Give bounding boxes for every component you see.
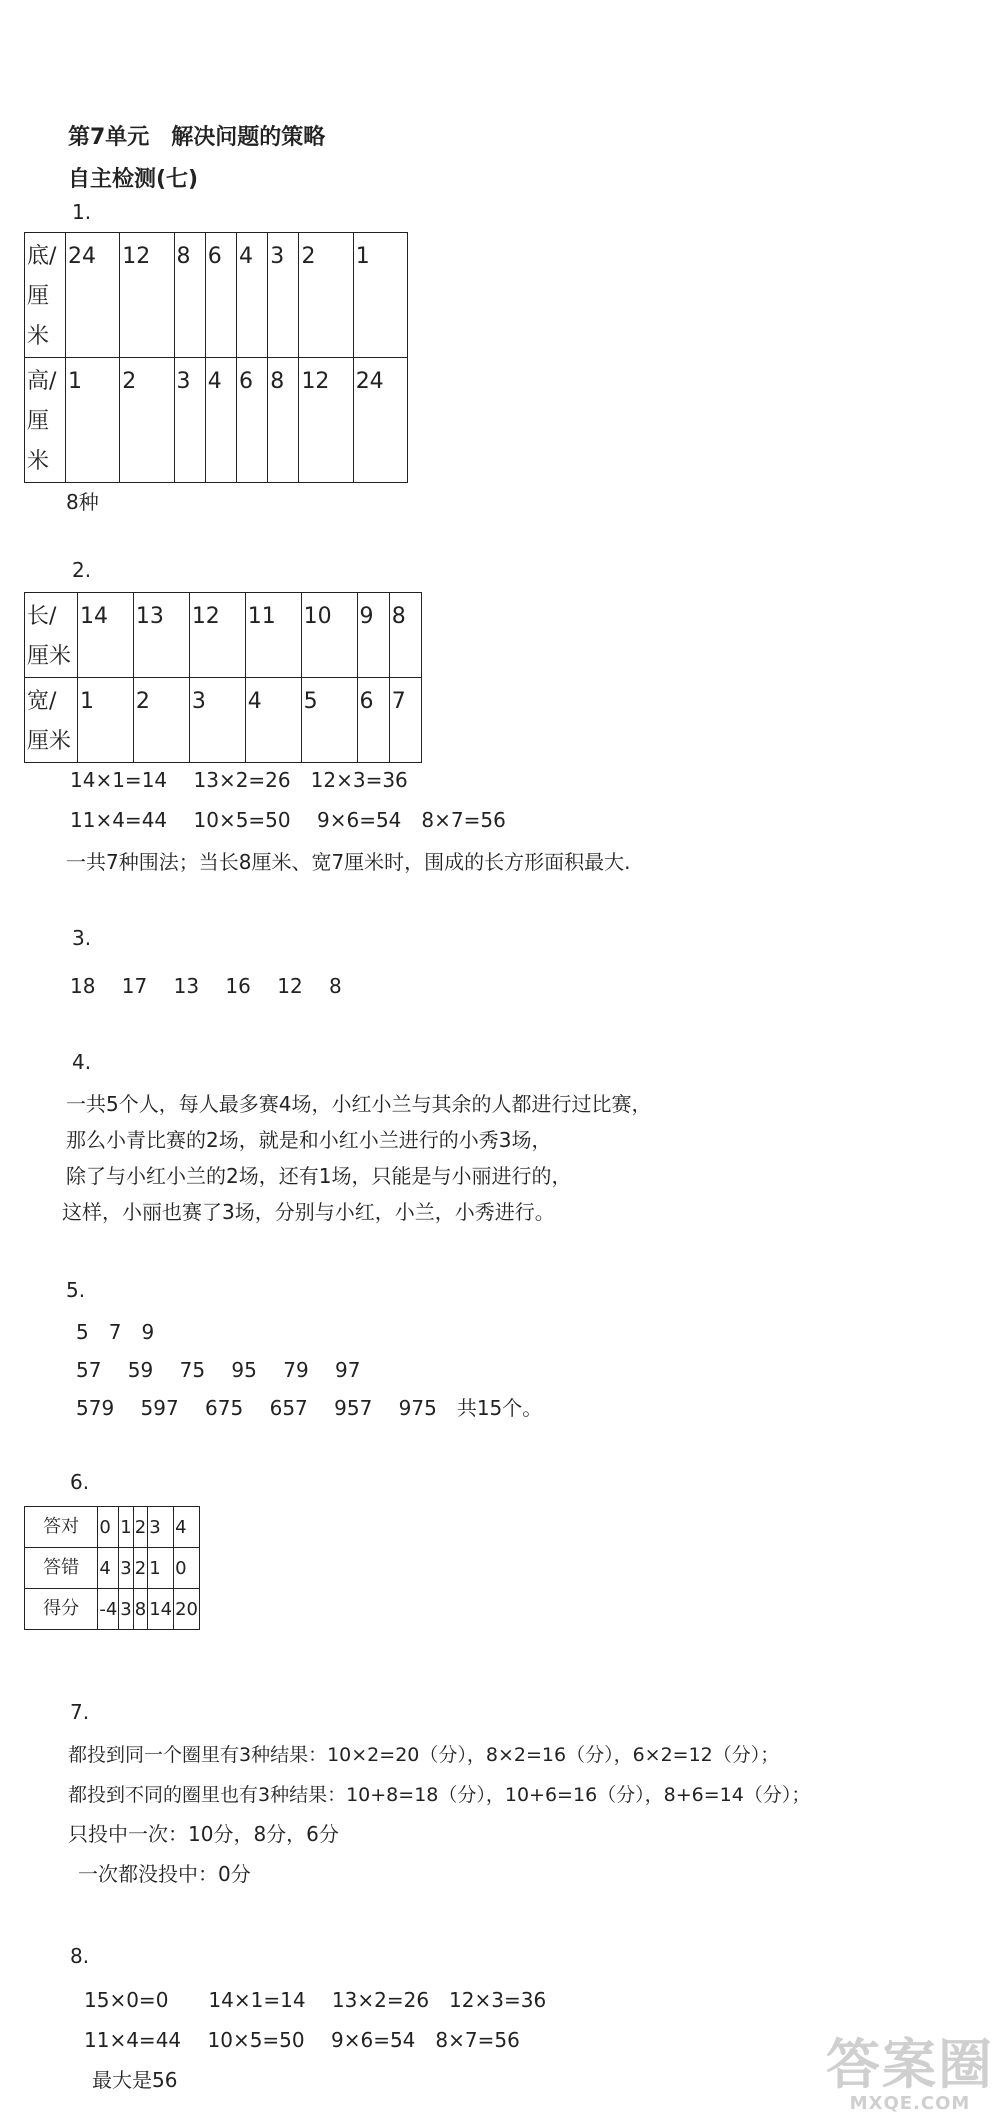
section-title: 自主检测(七): [68, 167, 199, 192]
q2-width-cell: 3: [189, 678, 245, 763]
q6-score-cell: -4: [98, 1589, 119, 1630]
q1-height-cell: 6: [236, 358, 267, 483]
q6-correct-cell: 3: [148, 1507, 174, 1548]
q1-base-cell: 2: [299, 233, 353, 358]
q1-height-cell: 12: [299, 358, 353, 483]
q1-base-header: 底/厘米: [25, 233, 66, 358]
q2-width-cell: 5: [301, 678, 357, 763]
q1-height-cell: 24: [353, 358, 407, 483]
q4-number: 4.: [72, 1050, 92, 1074]
q2-length-cell: 11: [245, 593, 301, 678]
q5-number: 5.: [66, 1278, 86, 1302]
q1-table: [24, 232, 408, 483]
q1-base-cell: 4: [236, 233, 267, 358]
q6-correct-cell: 2: [133, 1507, 147, 1548]
q2-line: 一共7种围法；当长8厘米、宽7厘米时，围成的长方形面积最大.: [66, 850, 631, 874]
q6-score-cell: 8: [133, 1589, 147, 1630]
unit-title: 第7单元 解决问题的策略: [68, 125, 326, 150]
q2-width-cell: 2: [133, 678, 189, 763]
q2-length-header: 长/厘米: [25, 593, 78, 678]
q4-line: 除了与小红小兰的2场，还有1场，只能是与小丽进行的，: [66, 1164, 572, 1188]
q8-line: 15×0=0 14×1=14 13×2=26 12×3=36: [84, 1988, 547, 2012]
q1-height-cell: 3: [174, 358, 205, 483]
q1-base-cell: 6: [205, 233, 236, 358]
q1-height-cell: 4: [205, 358, 236, 483]
q1-base-cell: 8: [174, 233, 205, 358]
q2-length-cell: 8: [389, 593, 421, 678]
q6-score-cell: 20: [174, 1589, 200, 1630]
q1-number: 1.: [72, 200, 92, 224]
q2-width-header: 宽/厘米: [25, 678, 78, 763]
q6-table: [24, 1506, 200, 1630]
q6-score-row: [25, 1589, 200, 1630]
q1-base-cell: 12: [120, 233, 174, 358]
q2-table: [24, 592, 422, 763]
q5-line: 579 597 675 657 957 975 共15个。: [76, 1396, 543, 1420]
q2-width-cell: 7: [389, 678, 421, 763]
q7-line: 只投中一次：10分，8分，6分: [68, 1822, 339, 1846]
q6-wrong-cell: 1: [148, 1548, 174, 1589]
q1-answer: 8种: [66, 490, 99, 514]
q1-base-cell: 24: [66, 233, 120, 358]
q3-line: 18 17 13 16 12 8: [70, 974, 342, 998]
q6-score-cell: 3: [119, 1589, 133, 1630]
q2-number: 2.: [72, 558, 92, 582]
q2-width-cell: 4: [245, 678, 301, 763]
q2-line: 14×1=14 13×2=26 12×3=36: [70, 768, 408, 792]
q2-width-cell: 1: [78, 678, 134, 763]
watermark-logo-text: 答案圈: [826, 2033, 994, 2096]
q8-line: 最大是56: [92, 2068, 178, 2092]
q6-wrong-cell: 0: [174, 1548, 200, 1589]
q1-height-cell: 1: [66, 358, 120, 483]
q7-line: 都投到不同的圈里也有3种结果：10+8=18（分），10+6=16（分），8+6=14（分）；: [68, 1784, 811, 1806]
q7-line: 都投到同一个圈里有3种结果：10×2=20（分），8×2=16（分），6×2=12（分）；: [68, 1744, 780, 1766]
q3-number: 3.: [72, 926, 92, 950]
q6-correct-cell: 0: [98, 1507, 119, 1548]
q2-length-cell: 10: [301, 593, 357, 678]
q6-correct-cell: 1: [119, 1507, 133, 1548]
q2-length-cell: 14: [78, 593, 134, 678]
q2-length-cell: 12: [189, 593, 245, 678]
q2-width-cell: 6: [357, 678, 389, 763]
q6-wrong-cell: 3: [119, 1548, 133, 1589]
q6-wrong-cell: 4: [98, 1548, 119, 1589]
q4-line: 这样，小丽也赛了3场，分别与小红，小兰，小秀进行。: [62, 1200, 555, 1224]
q6-score-header: 得分: [25, 1589, 98, 1630]
q5-line: 5 7 9: [76, 1320, 155, 1344]
q2-length-cell: 9: [357, 593, 389, 678]
q7-line: 一次都没投中：0分: [78, 1862, 251, 1886]
q2-length-row: [25, 593, 422, 678]
q6-correct-header: 答对: [25, 1507, 98, 1548]
q8-number: 8.: [70, 1944, 90, 1968]
q6-score-cell: 14: [148, 1589, 174, 1630]
q1-base-cell: 3: [268, 233, 299, 358]
q6-correct-cell: 4: [174, 1507, 200, 1548]
q4-line: 一共5个人，每人最多赛4场，小红小兰与其余的人都进行过比赛，: [66, 1092, 652, 1116]
q6-wrong-header: 答错: [25, 1548, 98, 1589]
q6-wrong-cell: 2: [133, 1548, 147, 1589]
q1-base-row: [25, 233, 408, 358]
watermark-logo: [826, 2033, 994, 2114]
q1-base-cell: 1: [353, 233, 407, 358]
q1-height-cell: 2: [120, 358, 174, 483]
q2-width-row: [25, 678, 422, 763]
watermark-url: MXQE.COM: [849, 2093, 971, 2114]
q2-length-cell: 13: [133, 593, 189, 678]
q7-number: 7.: [70, 1700, 90, 1724]
q8-line: 11×4=44 10×5=50 9×6=54 8×7=56: [84, 2028, 520, 2052]
q2-line: 11×4=44 10×5=50 9×6=54 8×7=56: [70, 808, 506, 832]
q6-wrong-row: [25, 1548, 200, 1589]
q1-height-header: 高/厘米: [25, 358, 66, 483]
q5-line: 57 59 75 95 79 97: [76, 1358, 361, 1382]
q6-number: 6.: [70, 1470, 90, 1494]
q6-correct-row: [25, 1507, 200, 1548]
q1-height-cell: 8: [268, 358, 299, 483]
q4-line: 那么小青比赛的2场，就是和小红小兰进行的小秀3场，: [66, 1128, 552, 1152]
q1-height-row: [25, 358, 408, 483]
